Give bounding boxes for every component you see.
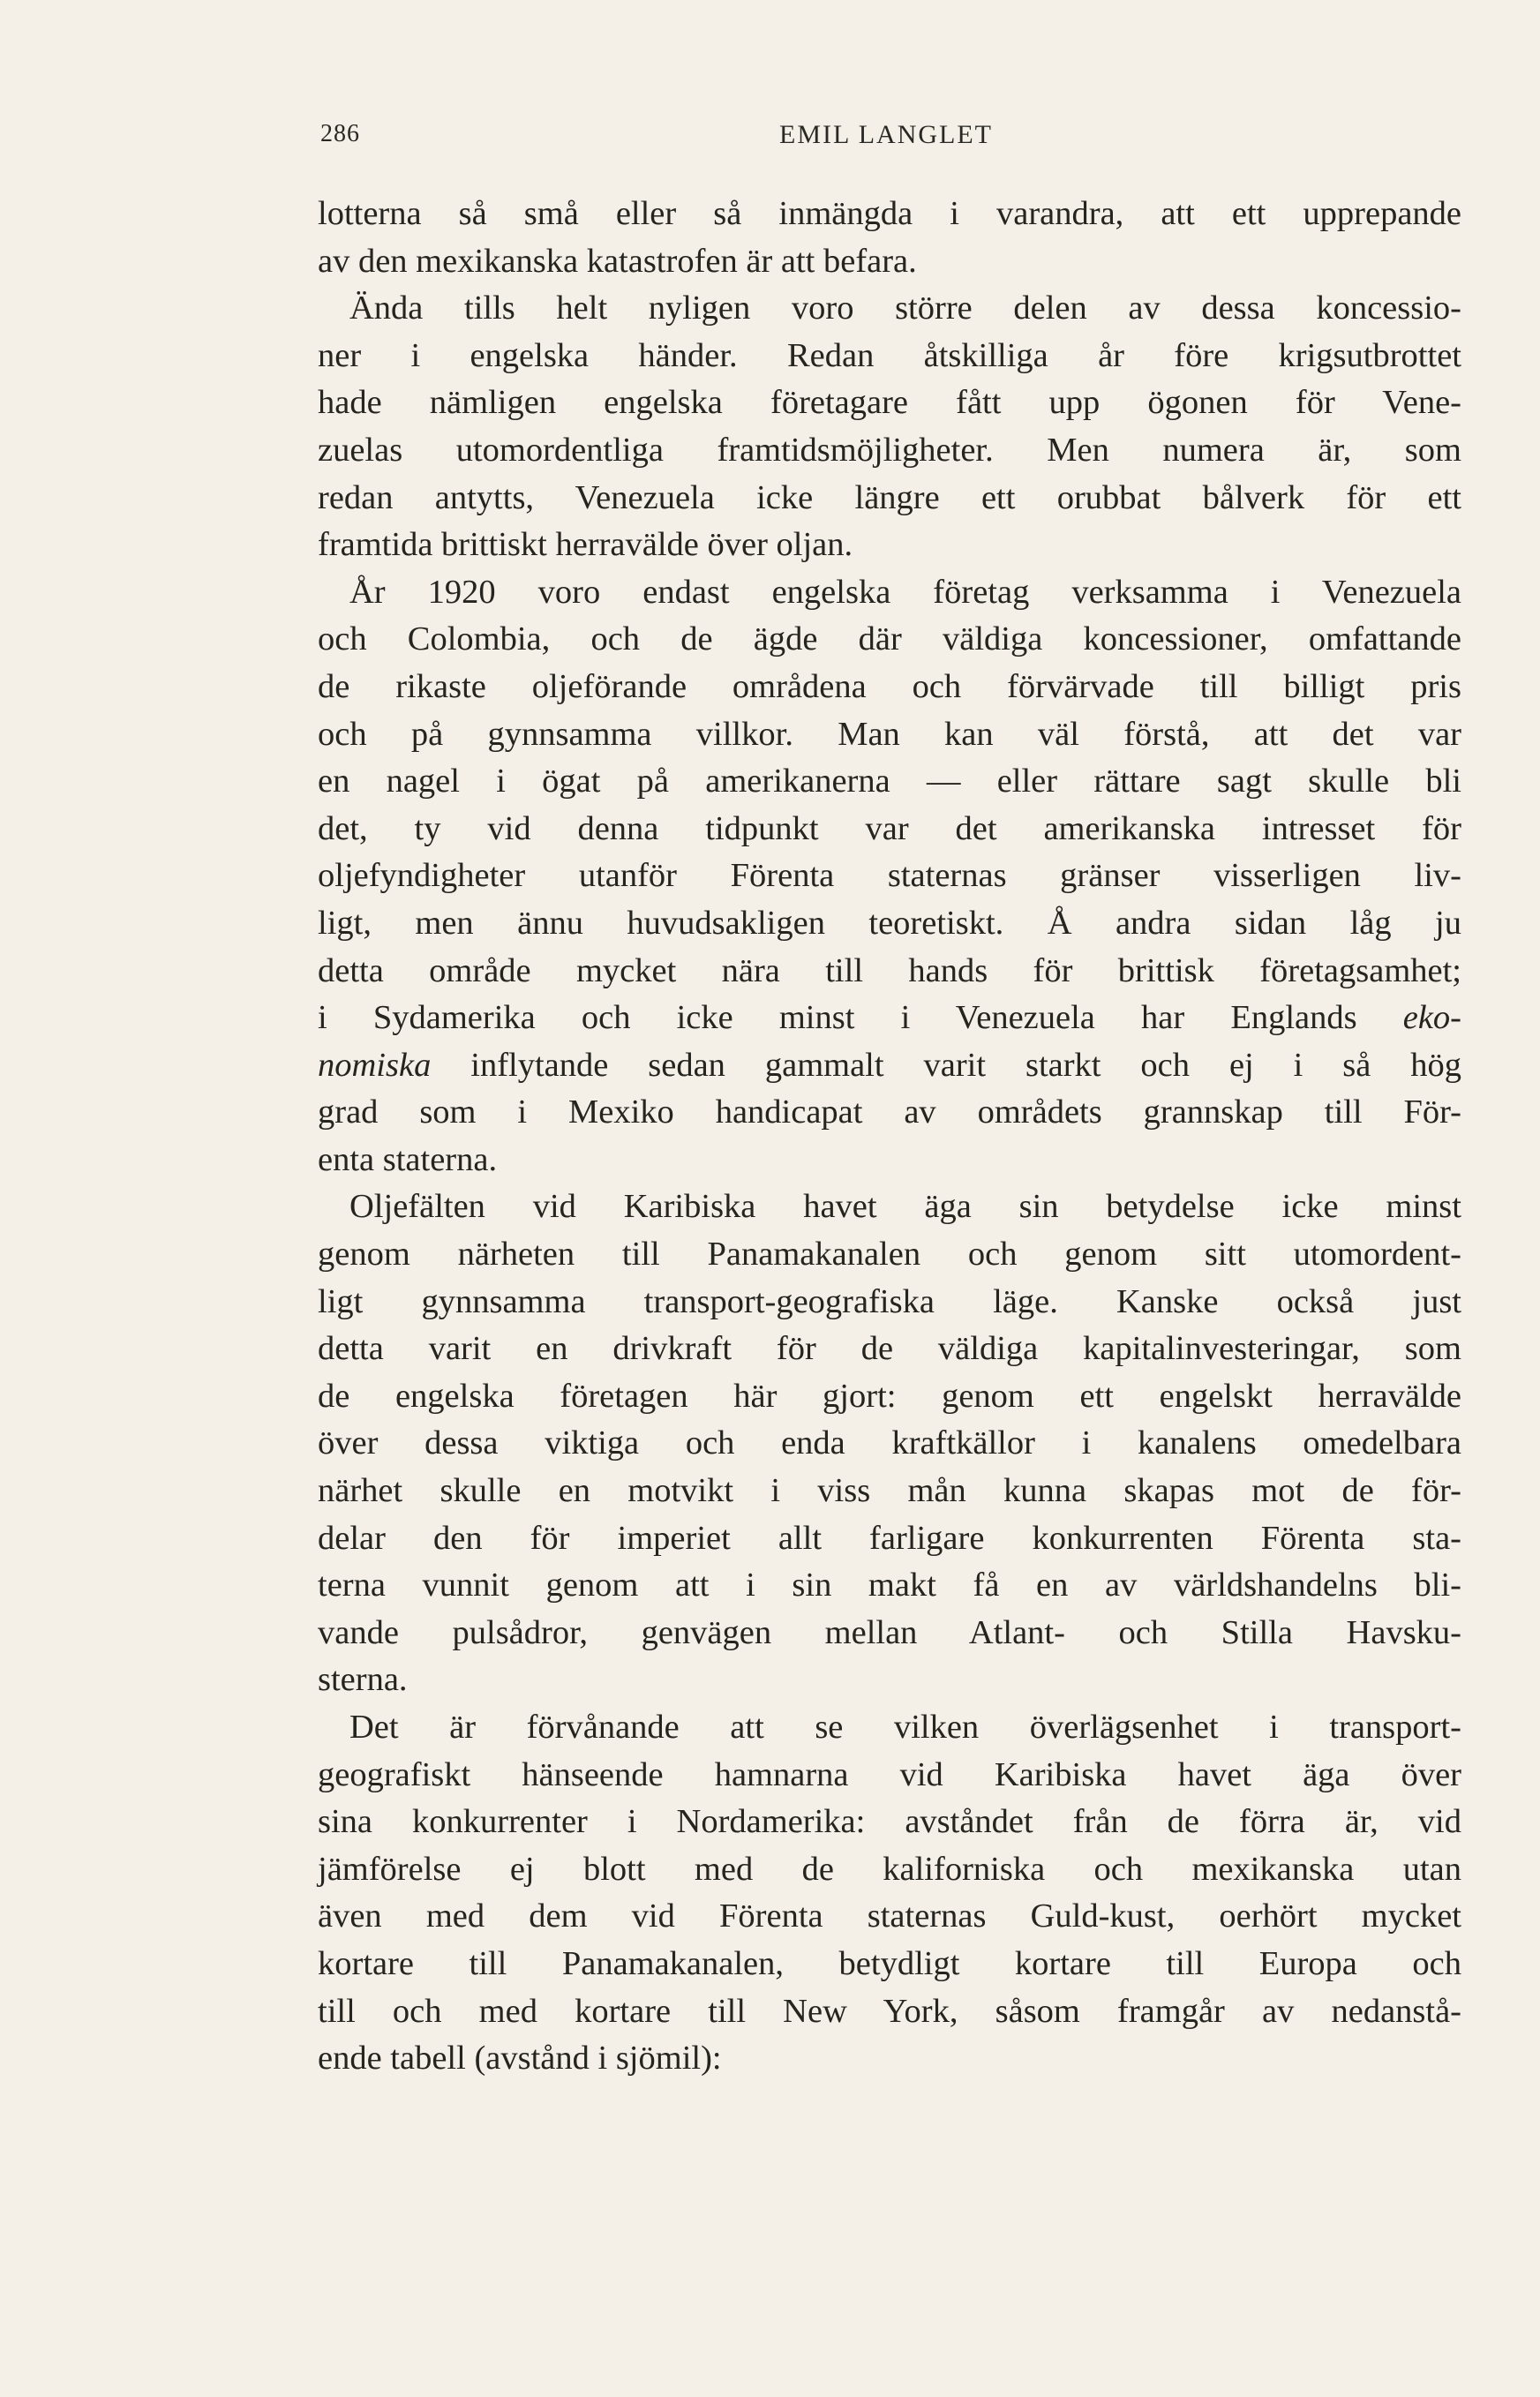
text-line: de engelska företagen här gjort: genom ett engelskt herravälde [318, 1377, 1461, 1415]
text-line: terna vunnit genom att i sin makt få en av världshandelns bli- [318, 1567, 1461, 1604]
text-line: sterna. [318, 1661, 408, 1699]
text-line: till och med kortare till New York, såsom framgår av nedanstå- [318, 1992, 1461, 2030]
text-line: de rikaste oljeförande områdena och förvärvade till billigt pris [318, 667, 1461, 705]
text-line: Det är förvånande att se vilken överlägsenhet i transport- [349, 1709, 1461, 1746]
text-line: Ända tills helt nyligen voro större delen av dessa koncessio- [349, 289, 1461, 327]
text-line: en nagel i ögat på amerikanerna — eller rättare sagt skulle bli [318, 763, 1461, 800]
text-line: kortare till Panamakanalen, betydligt kortare till Europa och [318, 1944, 1461, 1982]
text-line: sina konkurrenter i Nordamerika: avståndet från de förra är, vid [318, 1803, 1461, 1841]
text-line: detta varit en drivkraft för de väldiga kapitalinvesteringar, som [318, 1330, 1461, 1368]
body-text [318, 191, 1461, 2083]
text-segment: i Sydamerika och icke minst i Venezuela har Englands [318, 999, 1357, 1037]
text-line: enta staterna. [318, 1140, 498, 1178]
text-line: jämförelse ej blott med de kaliforniska och mexikanska utan [318, 1850, 1461, 1888]
text-line: och på gynnsamma villkor. Man kan väl förstå, att det var [318, 715, 1461, 753]
page-header [320, 120, 1459, 173]
page-number: 286 [320, 120, 360, 147]
text-line: genom närheten till Panamakanalen och genom sitt utomordent- [318, 1236, 1461, 1274]
running-head: EMIL LANGLET [779, 120, 993, 149]
text-line: och Colombia, och de ägde där väldiga koncessioner, omfattande [318, 620, 1461, 658]
text-line: över dessa viktiga och enda kraftkällor i kanalens omedelbara [318, 1424, 1461, 1462]
text-line: grad som i Mexiko handicapat av områdets grannskap till För- [318, 1093, 1461, 1131]
text-line: zuelas utomordentliga framtidsmöjligheter. Men numera är, som [318, 431, 1461, 469]
text-line: ende tabell (avstånd i sjömil): [318, 2040, 722, 2078]
text-line: oljefyndigheter utanför Förenta staternas gränser visserligen liv- [318, 857, 1461, 895]
text-line: av den mexikanska katastrofen är att befara. [318, 242, 917, 280]
italic-word: eko- [1402, 999, 1461, 1037]
text-line: ligt, men ännu huvudsakligen teoretiskt. Å andra sidan låg ju [318, 904, 1461, 942]
text-line: lotterna så små eller så inmängda i varandra, att ett upprepande [318, 195, 1461, 232]
text-line: vande pulsådror, genvägen mellan Atlant- och Stilla Havsku- [318, 1613, 1461, 1651]
text-line-with-italic [318, 995, 1461, 1042]
text-line: redan antytts, Venezuela icke längre ett orubbat bålverk för ett [318, 478, 1461, 516]
text-line: även med dem vid Förenta staternas Guld-kust, oerhört mycket [318, 1897, 1461, 1935]
text-line: geografiskt hänseende hamnarna vid Karibiska havet äga över [318, 1755, 1461, 1793]
text-line: framtida brittiskt herravälde över oljan. [318, 526, 853, 564]
text-line: År 1920 voro endast engelska företag verksamma i Venezuela [349, 573, 1461, 611]
text-line: närhet skulle en motvikt i viss mån kunna skapas mot de för- [318, 1472, 1461, 1510]
text-line: hade nämligen engelska företagare fått upp ögonen för Vene- [318, 384, 1461, 422]
text-segment: inflytande sedan gammalt varit starkt och ej i så hög [470, 1046, 1462, 1084]
text-line: ligt gynnsamma transport-geografiska läge. Kanske också just [318, 1282, 1461, 1320]
text-line: delar den för imperiet allt farligare konkurrenten Förenta sta- [318, 1519, 1461, 1557]
text-line: ner i engelska händer. Redan åtskilliga år före krigsutbrottet [318, 336, 1461, 374]
text-line-with-italic [318, 1042, 1461, 1090]
text-line: Oljefälten vid Karibiska havet äga sin betydelse icke minst [349, 1188, 1461, 1226]
text-line: detta område mycket nära till hands för brittisk företagsamhet; [318, 951, 1461, 989]
italic-word: nomiska [318, 1046, 432, 1084]
text-line: det, ty vid denna tidpunkt var det amerikanska intresset för [318, 809, 1461, 847]
